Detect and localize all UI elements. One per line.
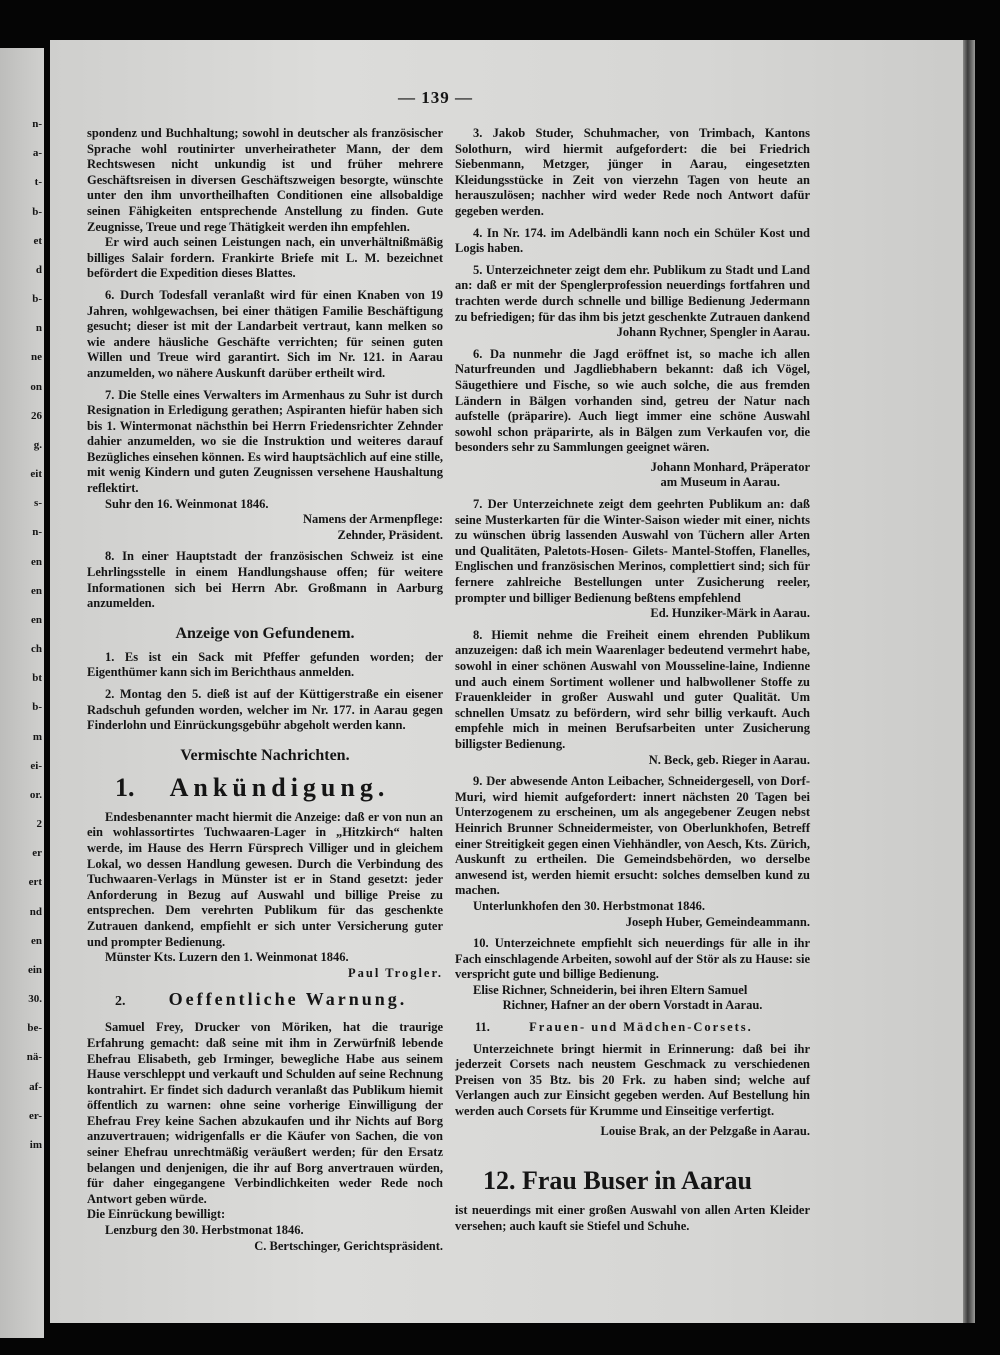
previous-page-text-fragment: b- [32, 205, 42, 218]
previous-page-text-fragment: ert [28, 876, 42, 889]
announcement-title: Ankündigung. [169, 772, 390, 802]
ad-text: 6. Da nunmehr die Jagd eröffnet ist, so mache ich allen Naturfreunden und Jagdliebhabern bekannt: daß ich Vögel, Säugethiere und Fische, so wie auch solche, die aus fremden Ländern in Bälgen vorhanden sind, getreu der Natur nach aufstelle (präparire). Auch liegt immer eine schöne Auswahl sowohl schon präparirte, als in Bälgen zum Verkaufen vor, die besonders sehr zu Sammlungen geeignet wären. [455, 346, 810, 455]
previous-page-edge [0, 48, 44, 1338]
page-number: — 139 — [398, 88, 473, 107]
announcement-1 [87, 810, 443, 982]
section-heading-misc: Vermischte Nachrichten. [180, 746, 350, 764]
ad-8 [455, 628, 810, 768]
ad-7 [87, 388, 443, 544]
announcement-1-heading [87, 772, 443, 804]
previous-page-text-fragment: en [31, 934, 42, 947]
previous-page-text-fragment: bt [32, 672, 42, 685]
ad-text: Endesbenannter macht hiermit die Anzeige: daß er von nun an ein wohlassortirtes Tuchwaaren-Lager in „Hitzkirch“ halten werde, im Hause des Herrn Fürsprech Villiger und in gleichem Lokal, wo dessen Handlung gewesen. Durch die Verbindung des Tuchwaaren-Verlags in Münster ist er in Stand gesetzt: jeder Anforderung in Bezug auf Auswahl und billige Preise zu entsprechen. Dem verehrten Publikum für das geschenkte Zutrauen dankend, empfiehlt er sich unter Versicherung guter und prompter Bedienung. [87, 809, 443, 949]
ad-3: 3. Jakob Studer, Schuhmacher, von Trimbach, Kantons Solothurn, wird hiermit aufgefordert: die bei Friedrich Siebenmann, Metzger, jünger in Aarau, eingesetzten Kleidungsstücke in Zeit von vierzehn Tagen von heute an herauszulösen; nachher wird weder Rede noch Antwort dafür gegeben werden. [455, 126, 810, 218]
previous-page-text-fragment: a- [32, 147, 42, 160]
found-item-2: 2. Montag den 5. dieß ist auf der Küttigerstraße ein eisener Radschuh gefunden worden, welcher im Nr. 177. in Aarau gegen Finderlohn und Einrückungsgebühr abgeholt werden kann. [87, 687, 443, 733]
ad-title: Frauen- und Mädchen-Corsets. [529, 1020, 753, 1035]
ad-10 [455, 936, 810, 1014]
previous-page-text-fragment: ne [31, 351, 42, 364]
ad-signature: Ed. Hunziker-Märk in Aarau. [650, 606, 810, 621]
previous-page-text-fragment: eit [30, 468, 42, 480]
ad-signature: C. Bertschinger, Gerichtspräsident. [254, 1238, 443, 1253]
ad-11 [455, 1042, 810, 1140]
ad-text: 5. Unterzeichneter zeigt dem ehr. Publikum zu Stadt und Land an: daß er mit der Spenglerprofession neuerdings fortfahren und trachten werde durch schnelle und billige Bedienung Jedermann zu befriedigen; für das ihm bis jetzt geschenkte Zutrauen dankend [455, 262, 810, 324]
previous-page-text-fragment: b- [32, 701, 42, 714]
ad-8: 8. In einer Hauptstadt der französischen Schweiz ist eine Lehrlingsstelle in einem Handlungshause offen; für weitere Informationen sich bei Herrn Abr. Großmann in Aarburg anzumelden. [87, 549, 443, 611]
ad-6 [455, 347, 810, 491]
previous-page-text-fragment: en [31, 584, 42, 597]
previous-page-text-fragment: b- [32, 293, 42, 305]
ad-continued [87, 126, 443, 282]
previous-page-text-fragment: im [29, 1138, 42, 1151]
previous-page-text-fragment: or. [29, 788, 42, 801]
left-column [87, 126, 443, 1300]
announcement-number: 2. [115, 994, 126, 1010]
ad-12: ist neuerdings mit einer großen Auswahl von allen Arten Kleider versehen; auch kauft sie Stiefel und Schuhe. [455, 1203, 810, 1233]
announcement-title: Oeffentliche Warnung. [168, 989, 408, 1010]
previous-page-text-fragment: n- [32, 526, 42, 539]
previous-page-text-fragment: n- [32, 118, 42, 130]
ad-text: Samuel Frey, Drucker von Möriken, hat die traurige Erfahrung gemacht: daß seine mit ihm in Zerwürfniß lebende Ehefrau Elisabeth, geb Irminger, bewegliche Habe aus seinem Hause verschleppt und verkauft und Schulden auf seine Rechnung kontrahirt. Er findet sich dadurch veranlaßt das Publikum hiemit öffentlich zu warnen: ohne seine vorherige Einwilligung der Ehefrau Frey keine Sachen abzukaufen und ihr Nichts auf Borg anzuvertrauen; widrigenfalls er die Käufer von Sachen, die von seiner Ehefrau unrechtmäßig veräußert werden; für den Ersatz belangen und denjenigen, die ihr auf Borg anvertrauen würden, für daher eingegangene Verbindlichkeiten weder Rede noch Antwort geben würde. [87, 1020, 443, 1206]
ad-7 [455, 497, 810, 622]
ad-6: 6. Durch Todesfall veranlaßt wird für einen Knaben von 19 Jahren, wohlgewachsen, bei einer thätigen Familie Beschäftigung gesucht; dieser ist mit der Landarbeit vertraut, kann melken so wie andere häusliche Geschäfte verrichten; für seinen guten Willen und Treue wird garantirt. Sich im Nr. 121. in Aarau anzumelden, wo nähere Auskunft darüber ertheilt wird. [87, 287, 443, 380]
previous-page-text-fragment: m [32, 730, 42, 743]
ad-signature: Joseph Huber, Gemeindeammann. [625, 914, 810, 929]
previous-page-text-fragment: d [35, 263, 42, 276]
ad-text: 7. Der Unterzeichnete zeigt dem geehrten Publikum an: daß seine Musterkarten für die Winter-Saison wieder mit einer, nichts zu wünschen übrig lassenden Auswahl von Tüchern aller Arten und Qualitäten, Paletots-Hosen- Gilets- Mantel-Stoffen, Flanelles, Englischen und französischen Merinos, complettiert sind; sich für fernere zahlreiche Bestellungen unter Zusicherung reeler, prompter und billiger Bedienung beßtens empfehlend [455, 497, 810, 605]
ad-signature: Richner, Hafner an der obern Vorstadt in Aarau. [502, 998, 763, 1013]
previous-page-text-fragment: ei- [30, 759, 42, 772]
ad-text: Die Einrückung bewilligt: [87, 1207, 226, 1222]
previous-page-text-fragment: be- [27, 1022, 42, 1035]
previous-page-text-fragment: n [35, 322, 42, 335]
previous-page-text-fragment: 30. [28, 993, 42, 1005]
announcement-number: 1. [115, 772, 135, 802]
previous-page-text-fragment: ein [27, 963, 42, 976]
ad-date: Lenzburg den 30. Herbstmonat 1846. [105, 1223, 304, 1238]
previous-page-text-fragment: en [31, 613, 42, 626]
ad-date: Münster Kts. Luzern den 1. Weinmonat 1846. [105, 950, 349, 965]
previous-page-text-fragment: on [30, 380, 42, 393]
ad-signature: N. Beck, geb. Rieger in Aarau. [648, 752, 810, 767]
ad-signature: Johann Monhard, Präperator [650, 459, 810, 474]
ad-date: Suhr den 16. Weinmonat 1846. [105, 496, 269, 511]
found-item-1: 1. Es ist ein Sack mit Pfeffer gefunden worden; der Eigenthümer kann sich im Berichthaus anmelden. [87, 649, 443, 680]
ad-signature: Johann Rychner, Spengler in Aarau. [616, 325, 810, 340]
previous-page-text-fragment: et [33, 234, 42, 247]
ad-signature: am Museum in Aarau. [660, 475, 780, 490]
previous-page-text-fragment: nd [29, 905, 42, 918]
announcement-2 [87, 1020, 443, 1254]
ad-text: 10. Unterzeichnete empfiehlt sich neuerdings für alle in ihr Fach einschlagende Arbeiten, sowohl auf der Stör als zu Hause: sie verspricht gute und billige Bedienung. [455, 936, 810, 982]
ad-text: Unterzeichnete bringt hiermit in Erinnerung: daß bei ihr jederzeit Corsets nach neustem Geschmack zu verschiedenen Preisen von 35 Btz. bis 20 Frk. zu haben sind; welche auf Verlangen auch zur Einsicht gegeben werden. Auf Bestellung hin werden auch Corsets für Krumme und Einseitige verfertigt. [455, 1041, 810, 1119]
previous-page-text-fragment: en [31, 555, 42, 568]
previous-page-text-fragment: g. [33, 438, 42, 451]
previous-page-text-fragment: t- [34, 176, 42, 189]
previous-page-text-fragment: nä- [26, 1051, 42, 1064]
ad-signature: Zehnder, Präsident. [337, 527, 443, 542]
ad-4: 4. In Nr. 174. im Adelbändli kann noch ein Schüler Kost und Logis haben. [455, 225, 810, 256]
section-heading-found: Anzeige von Gefundenem. [175, 624, 355, 642]
right-column [455, 126, 810, 1280]
ad-text: 8. Hiemit nehme die Freiheit einem ehrenden Publikum anzuzeigen: daß ich mein Waarenlager bedeutend vermehrt habe, sowohl in einer schönen Auswahl von Mousseline-laine, Indienne und auch einem Sortiment wollener und halbwollener Stoffe zu Frauenkleider in großer Auswahl und guter Qualität. Um schnellen Umsatz zu befördern, wird sehr billig verkauft. Auch empfehle mich in meinen Berufsarbeiten unter Zusicherung billigster Bedienung. [455, 627, 810, 751]
previous-page-text-fragment: af- [29, 1080, 42, 1093]
page-binding-edge [963, 40, 975, 1323]
ad-5 [455, 263, 810, 341]
ad-12-title: 12. Frau Buser in Aarau [483, 1166, 752, 1196]
ad-signature: Elise Richner, Schneiderin, bei ihren Eltern Samuel [473, 982, 748, 997]
ad-signature: Namens der Armenpflege: [302, 512, 443, 527]
ad-text: spondenz und Buchhaltung; sowohl in deutscher als französischer Sprache wohl routinirter unverheiratheter Mann, der dem Rechtswesen nicht unkundig ist und früher mehrere Geschäftsreisen in diversen Geschäftszweigen besorgte, wünschte unter den ihm unvortheilhaften Conditionen eine allsobaldige seinen Fähigkeiten entsprechende Anstellung zu finden. Gute Zeugnisse, Treue und rege Thätigkeit werden ihn empfehlen. [87, 126, 443, 234]
ad-11-heading [455, 1020, 810, 1036]
previous-page-text-fragment: s- [34, 497, 42, 510]
ad-signature: Louise Brak, an der Pelzgaße in Aarau. [600, 1123, 810, 1138]
previous-page-text-fragment: ch [31, 643, 42, 655]
ad-text: Er wird auch seinen Leistungen nach, ein unverhältnißmäßig billiges Salair fordern. Frankirte Briefe mit L. M. bezeichnet befördert die Expedition dieses Blattes. [87, 235, 443, 281]
ad-9 [455, 774, 810, 930]
announcement-2-heading [87, 987, 443, 1014]
ad-signature: Paul Trogler. [348, 965, 443, 980]
spacer [455, 1145, 810, 1159]
previous-page-text-fragment: 26 [31, 409, 42, 422]
ad-text: 7. Die Stelle eines Verwalters im Armenhaus zu Suhr ist durch Resignation in Erledigung gerathen; Aspiranten hiefür haben sich bis 1. Wintermonat nächsthin bei Herrn Friedensrichter Zehnder dahier anzumelden, wo sie die Instruktion und weiteres darauf Bezügliches einsehen können. Es wird hauptsächlich auf eine stille, mit wenig Kindern und guten Zeugnissen versehene Haushaltung reflektirt. [87, 387, 443, 496]
ad-text: 9. Der abwesende Anton Leibacher, Schneidergesell, von Dorf-Muri, wird hiemit aufgefordert: innert nächsten 20 Tagen bei Unterzogenem zu erscheinen, um als angegebener Zeugen nebst Heinrich Brunner Schneidermeister, von Oberlunkhofen, Betreff einer Streitigkeit gegen einen Viehhändler, von Aesch, Kts. Zürich, Auskunft zu ertheilen. Die Gemeindsbehörden, wo derselbe anwesend ist, werden hiemit ersucht: solches demselben kund zu machen. [455, 774, 810, 898]
previous-page-text-fragment: er- [28, 1109, 42, 1122]
previous-page-text-fragment: 2 [36, 818, 42, 830]
ad-date: Unterlunkhofen den 30. Herbstmonat 1846. [473, 898, 705, 913]
ad-number: 11. [475, 1020, 490, 1035]
previous-page-text-fragment: er [32, 847, 42, 860]
